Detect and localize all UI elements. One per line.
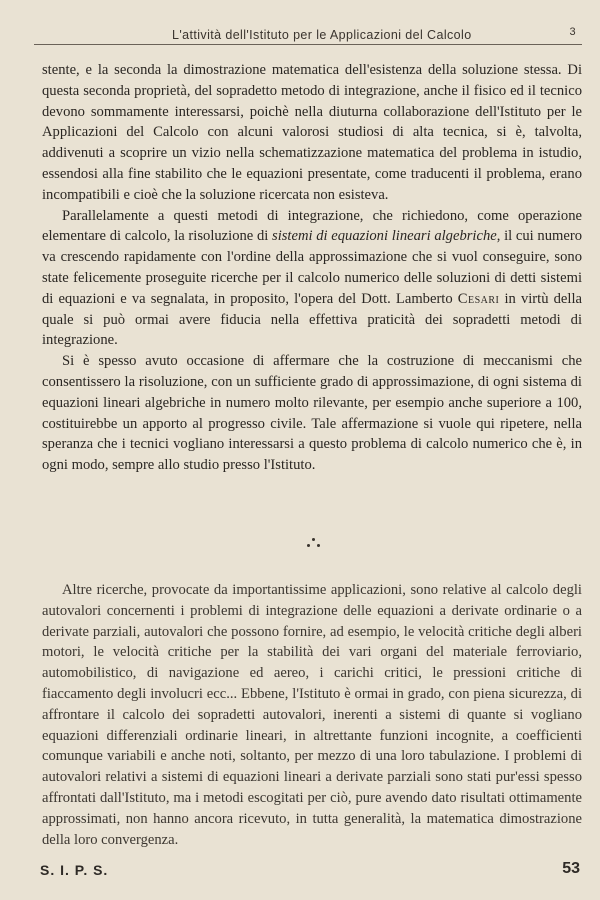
paragraph-3: Si è spesso avuto occasione di affermare che la costruzione di meccanismi che consentissero la risoluzione, con un sufficiente grado di approssimazione, di ogni sistema di equazioni lineari algebriche in numero molto rilevante, per esempio anche superiore a 100, costituirebbe un apporto al progresso civile. Tale affermazione si vuole qui ripetere, nella speranza che i tecnici vogliano interessarsi a questo problema di calcolo numerico che è, in ogni modo, sempre allo studio presso l'Istituto. — [42, 353, 582, 474]
paragraph-1: stente, e la seconda la dimostrazione matematica dell'esistenza della soluzione stessa. Di questa seconda proprietà, del sopradetto metodo di integrazione, anche il fisico ed il tecnico devono sommamente interessarsi, poichè nella diuturna collaborazione dell'Istituto per le Applicazioni del Calcolo con alcuni valorosi studiosi di alta tecnica, si è, talvolta, addivenuti a scoprire un vizio nella schematizzazione matematica del problema in istudio, essendosi alla fine stabilito che le equazioni presentate, come traducenti il problema, erano incompatibili e cioè che la soluzione ricercata non esisteva. — [42, 62, 582, 203]
paragraph-2-text-a: Parallelamente a questi metodi di integrazione, che richiedono, come operazione elementare di calcolo, la risoluzione di — [42, 207, 582, 245]
paragraph-2-text-c: in virtù della quale si può ormai avere fiducia nella effettiva praticità dei sopradetti metodi di integrazione. — [42, 290, 582, 349]
running-header — [34, 22, 582, 45]
header-title: L'attività dell'Istituto per le Applicazioni del Calcolo — [172, 28, 472, 42]
section-separator-ornament — [306, 538, 322, 552]
paragraph-2-text-b: , il cui numero va crescendo rapidamente con l'ordine della approssimazione che si vuol conseguire, sono state felicemente proseguite ricerche per il calcolo numerico delle soluzioni di detti sistemi di equazioni e va segnalata, in proposito, l'opera del Dott. Lamberto — [42, 228, 582, 307]
header-page-number: 3 — [569, 26, 576, 38]
section-1 — [42, 60, 582, 476]
paragraph-2-emphasis: sistemi di equazioni lineari algebriche — [272, 228, 497, 245]
paragraph-4: Altre ricerche, provocate da importantissime applicazioni, sono relative al calcolo degli autovalori concernenti i problemi di integrazione delle equazioni a derivate ordinarie o a derivate parziali, autovalori che possono fornire, ad esempio, le velocità critiche degli alberi motori, le velocità critiche per la stabilità dei vari organi del materiale ferroviario, automobilistico, di navigazione ed aereo, i carichi critici, le pressioni critiche di fiaccamento degli involucri ecc... Ebbene, l'Istituto è ormai in grado, con piena sicurezza, di affrontare il calcolo dei sopradetti autovalori, inerenti a sistemi di quante si vogliano equazioni differenziali ordinarie lineari, in altrettante funzioni incognite, a coefficienti comunque variabili e anche noti, soltanto, per mezzo di una loro tabulazione. I problemi di autovalori relativi a sistemi di equazioni lineari a derivate parziali sono stati pur'essi spesso affrontati dall'Istituto, ma i metodi escogitati per ciò, pure avendo dato risultati ottimamente approssimati, non hanno ancora ricevuto, in tutta generalità, la matematica dimostrazione della loro convergenza. — [42, 582, 582, 848]
footer-publisher: S. I. P. S. — [40, 862, 109, 878]
paragraph-2 — [42, 206, 582, 352]
author-name: Cesari — [457, 290, 500, 307]
footer-page-number: 53 — [562, 860, 580, 877]
section-2 — [42, 580, 582, 850]
page-footer — [40, 862, 580, 886]
